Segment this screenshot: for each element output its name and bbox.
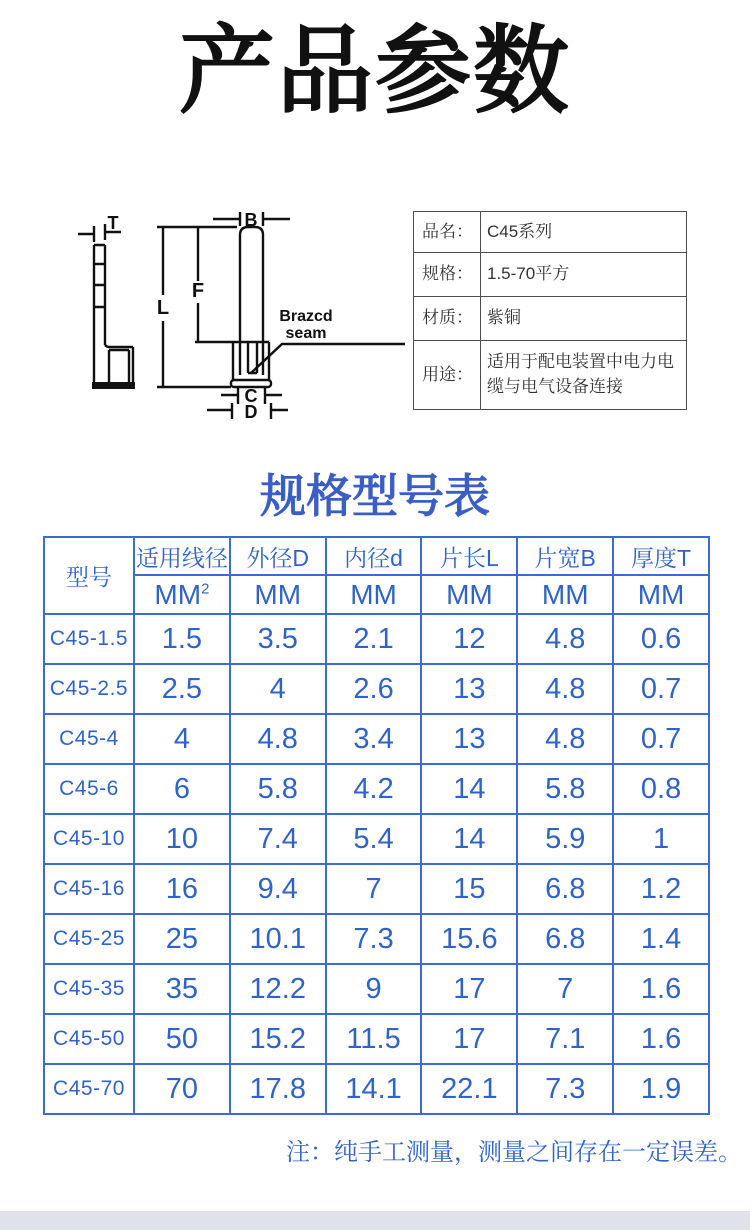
spec-header-row-units	[44, 575, 709, 614]
value-cell: 4.2	[326, 764, 422, 814]
value-cell: 17.8	[230, 1064, 326, 1114]
spec-column-unit	[421, 575, 517, 614]
model-cell: C45-4	[44, 714, 134, 764]
value-cell: 16	[134, 864, 230, 914]
info-value: C45系列	[481, 212, 687, 253]
info-label: 用途：	[414, 341, 481, 410]
dim-label-f: F	[191, 280, 205, 302]
info-row	[414, 212, 687, 253]
value-cell: 15.6	[421, 914, 517, 964]
value-cell: 1.5	[134, 614, 230, 664]
value-cell: 7.4	[230, 814, 326, 864]
dim-label-b: B	[244, 210, 258, 230]
unit-text: MM	[541, 578, 589, 610]
unit-superscript: 2	[201, 580, 210, 598]
table-row	[44, 914, 709, 964]
info-value: 适用于配电装置中电力电缆与电气设备连接	[481, 341, 687, 410]
unit-text: MM	[154, 578, 202, 610]
info-row	[414, 253, 687, 297]
page-title: 产品参数	[179, 18, 571, 125]
value-cell: 5.4	[326, 814, 422, 864]
value-cell: 50	[134, 1014, 230, 1064]
table-row	[44, 764, 709, 814]
value-cell: 14	[421, 764, 517, 814]
table-row	[44, 664, 709, 714]
model-cell: C45-50	[44, 1014, 134, 1064]
spec-column-label: 厚度T	[613, 537, 709, 575]
product-info-table	[413, 211, 687, 410]
spec-column-unit	[326, 575, 422, 614]
value-cell: 7	[326, 864, 422, 914]
value-cell: 10.1	[230, 914, 326, 964]
value-cell: 5.8	[517, 764, 613, 814]
table-row	[44, 964, 709, 1014]
spec-column-label: 片宽B	[517, 537, 613, 575]
value-cell: 11.5	[326, 1014, 422, 1064]
value-cell: 0.7	[613, 714, 709, 764]
value-cell: 1.4	[613, 914, 709, 964]
value-cell: 1	[613, 814, 709, 864]
info-row	[414, 297, 687, 341]
value-cell: 13	[421, 714, 517, 764]
next-section-strip	[0, 1211, 750, 1230]
spec-column-unit	[230, 575, 326, 614]
model-cell: C45-25	[44, 914, 134, 964]
model-cell: C45-16	[44, 864, 134, 914]
measurement-note: 注：纯手工测量，测量之间存在一定误差。	[286, 1139, 742, 1166]
value-cell: 3.4	[326, 714, 422, 764]
value-cell: 5.8	[230, 764, 326, 814]
model-cell: C45-6	[44, 764, 134, 814]
value-cell: 15.2	[230, 1014, 326, 1064]
spec-header-row-labels	[44, 537, 709, 575]
spec-header-model: 型号	[44, 537, 134, 614]
value-cell: 6	[134, 764, 230, 814]
info-label: 品名：	[414, 212, 481, 253]
value-cell: 2.1	[326, 614, 422, 664]
info-label: 材质：	[414, 297, 481, 341]
value-cell: 13	[421, 664, 517, 714]
value-cell: 10	[134, 814, 230, 864]
unit-text: MM	[446, 578, 493, 610]
spec-column-label: 片长L	[421, 537, 517, 575]
value-cell: 9.4	[230, 864, 326, 914]
info-row	[414, 341, 687, 410]
dim-label-t: T	[107, 213, 119, 233]
value-cell: 7.3	[326, 914, 422, 964]
value-cell: 4	[230, 664, 326, 714]
table-row	[44, 814, 709, 864]
value-cell: 7	[517, 964, 613, 1014]
unit-text: MM	[350, 578, 397, 610]
value-cell: 1.9	[613, 1064, 709, 1114]
model-cell: C45-70	[44, 1064, 134, 1114]
value-cell: 7.1	[517, 1014, 613, 1064]
value-cell: 1.6	[613, 1014, 709, 1064]
value-cell: 17	[421, 964, 517, 1014]
value-cell: 4.8	[517, 664, 613, 714]
seam-label-line1: Brazcd	[279, 308, 333, 325]
value-cell: 70	[134, 1064, 230, 1114]
info-label: 规格：	[414, 253, 481, 297]
value-cell: 12.2	[230, 964, 326, 1014]
value-cell: 0.8	[613, 764, 709, 814]
spec-column-label: 适用线径	[134, 537, 230, 575]
value-cell: 1.2	[613, 864, 709, 914]
side-view-drawing	[78, 213, 135, 389]
spec-column-label: 外径D	[230, 537, 326, 575]
table-row	[44, 714, 709, 764]
value-cell: 0.6	[613, 614, 709, 664]
dim-label-d: D	[244, 402, 258, 422]
value-cell: 2.5	[134, 664, 230, 714]
seam-label-line2: seam	[285, 325, 327, 342]
dim-label-c: C	[244, 386, 258, 406]
value-cell: 1.6	[613, 964, 709, 1014]
unit-text: MM	[637, 578, 685, 610]
value-cell: 2.6	[326, 664, 422, 714]
model-cell: C45-10	[44, 814, 134, 864]
value-cell: 6.8	[517, 864, 613, 914]
table-row	[44, 614, 709, 664]
value-cell: 4	[134, 714, 230, 764]
table-row	[44, 864, 709, 914]
front-view-drawing	[157, 210, 405, 422]
value-cell: 14.1	[326, 1064, 422, 1114]
unit-text: MM	[254, 578, 302, 610]
model-cell: C45-2.5	[44, 664, 134, 714]
value-cell: 4.8	[517, 614, 613, 664]
value-cell: 15	[421, 864, 517, 914]
value-cell: 25	[134, 914, 230, 964]
spec-column-unit	[134, 575, 230, 614]
model-cell: C45-35	[44, 964, 134, 1014]
value-cell: 4.8	[517, 714, 613, 764]
info-value: 紫铜	[481, 297, 687, 341]
model-cell: C45-1.5	[44, 614, 134, 664]
value-cell: 3.5	[230, 614, 326, 664]
value-cell: 0.7	[613, 664, 709, 714]
value-cell: 35	[134, 964, 230, 1014]
value-cell: 14	[421, 814, 517, 864]
table-row	[44, 1014, 709, 1064]
dim-label-l: L	[156, 297, 170, 319]
value-cell: 5.9	[517, 814, 613, 864]
spec-column-unit	[517, 575, 613, 614]
spec-table	[43, 536, 710, 1115]
value-cell: 4.8	[230, 714, 326, 764]
spec-table-heading: 规格型号表	[260, 470, 490, 522]
value-cell: 17	[421, 1014, 517, 1064]
value-cell: 22.1	[421, 1064, 517, 1114]
value-cell: 12	[421, 614, 517, 664]
table-row	[44, 1064, 709, 1114]
spec-column-unit	[613, 575, 709, 614]
info-value: 1.5-70平方	[481, 253, 687, 297]
spec-column-label: 内径d	[326, 537, 422, 575]
value-cell: 9	[326, 964, 422, 1014]
terminal-dimension-diagram	[55, 197, 415, 427]
value-cell: 7.3	[517, 1064, 613, 1114]
value-cell: 6.8	[517, 914, 613, 964]
